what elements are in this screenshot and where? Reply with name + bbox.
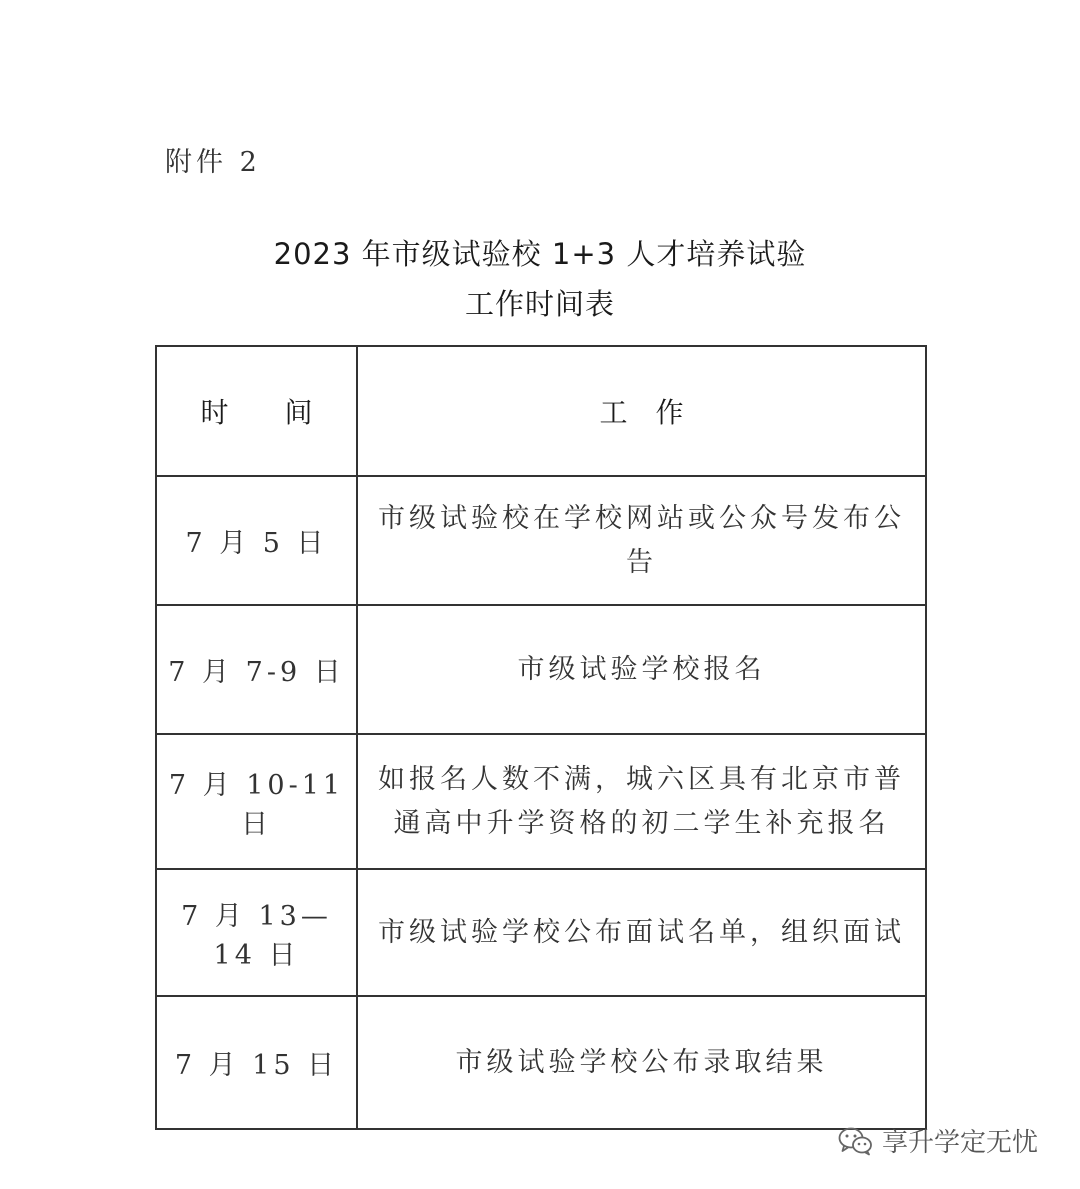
row-work: 市级试验学校报名: [357, 605, 926, 734]
row-work: 市级试验学校公布面试名单，组织面试: [357, 869, 926, 996]
row-time: 7 月 5 日: [156, 476, 357, 605]
table-row: [156, 605, 926, 734]
schedule-table: [155, 345, 927, 1130]
column-header-work: 工 作: [357, 346, 926, 476]
watermark-text: 享升学定无忧: [882, 1128, 1039, 1158]
row-work: 市级试验学校公布录取结果: [357, 996, 926, 1129]
row-work: 市级试验校在学校网站或公众号发布公告: [357, 476, 926, 605]
table-row: [156, 734, 926, 869]
table-header-row: [156, 346, 926, 476]
row-time: 7 月 7-9 日: [156, 605, 357, 734]
row-time: 7 月 15 日: [156, 996, 357, 1129]
table-row: [156, 476, 926, 605]
row-time: 7 月 13—14 日: [156, 869, 357, 996]
wechat-icon: [838, 1126, 874, 1156]
column-header-time: 时 间: [156, 346, 357, 476]
row-time: 7 月 10-11 日: [156, 734, 357, 869]
document-subtitle: 工作时间表: [464, 287, 615, 321]
row-work: 如报名人数不满，城六区具有北京市普通高中升学资格的初二学生补充报名: [357, 734, 926, 869]
document-title: 2023 年市级试验校 1+3 人才培养试验: [273, 237, 807, 271]
table-row: [156, 869, 926, 996]
attachment-label: 附件 2: [165, 147, 261, 178]
watermark: [838, 1122, 1038, 1159]
table-row: [156, 996, 926, 1129]
